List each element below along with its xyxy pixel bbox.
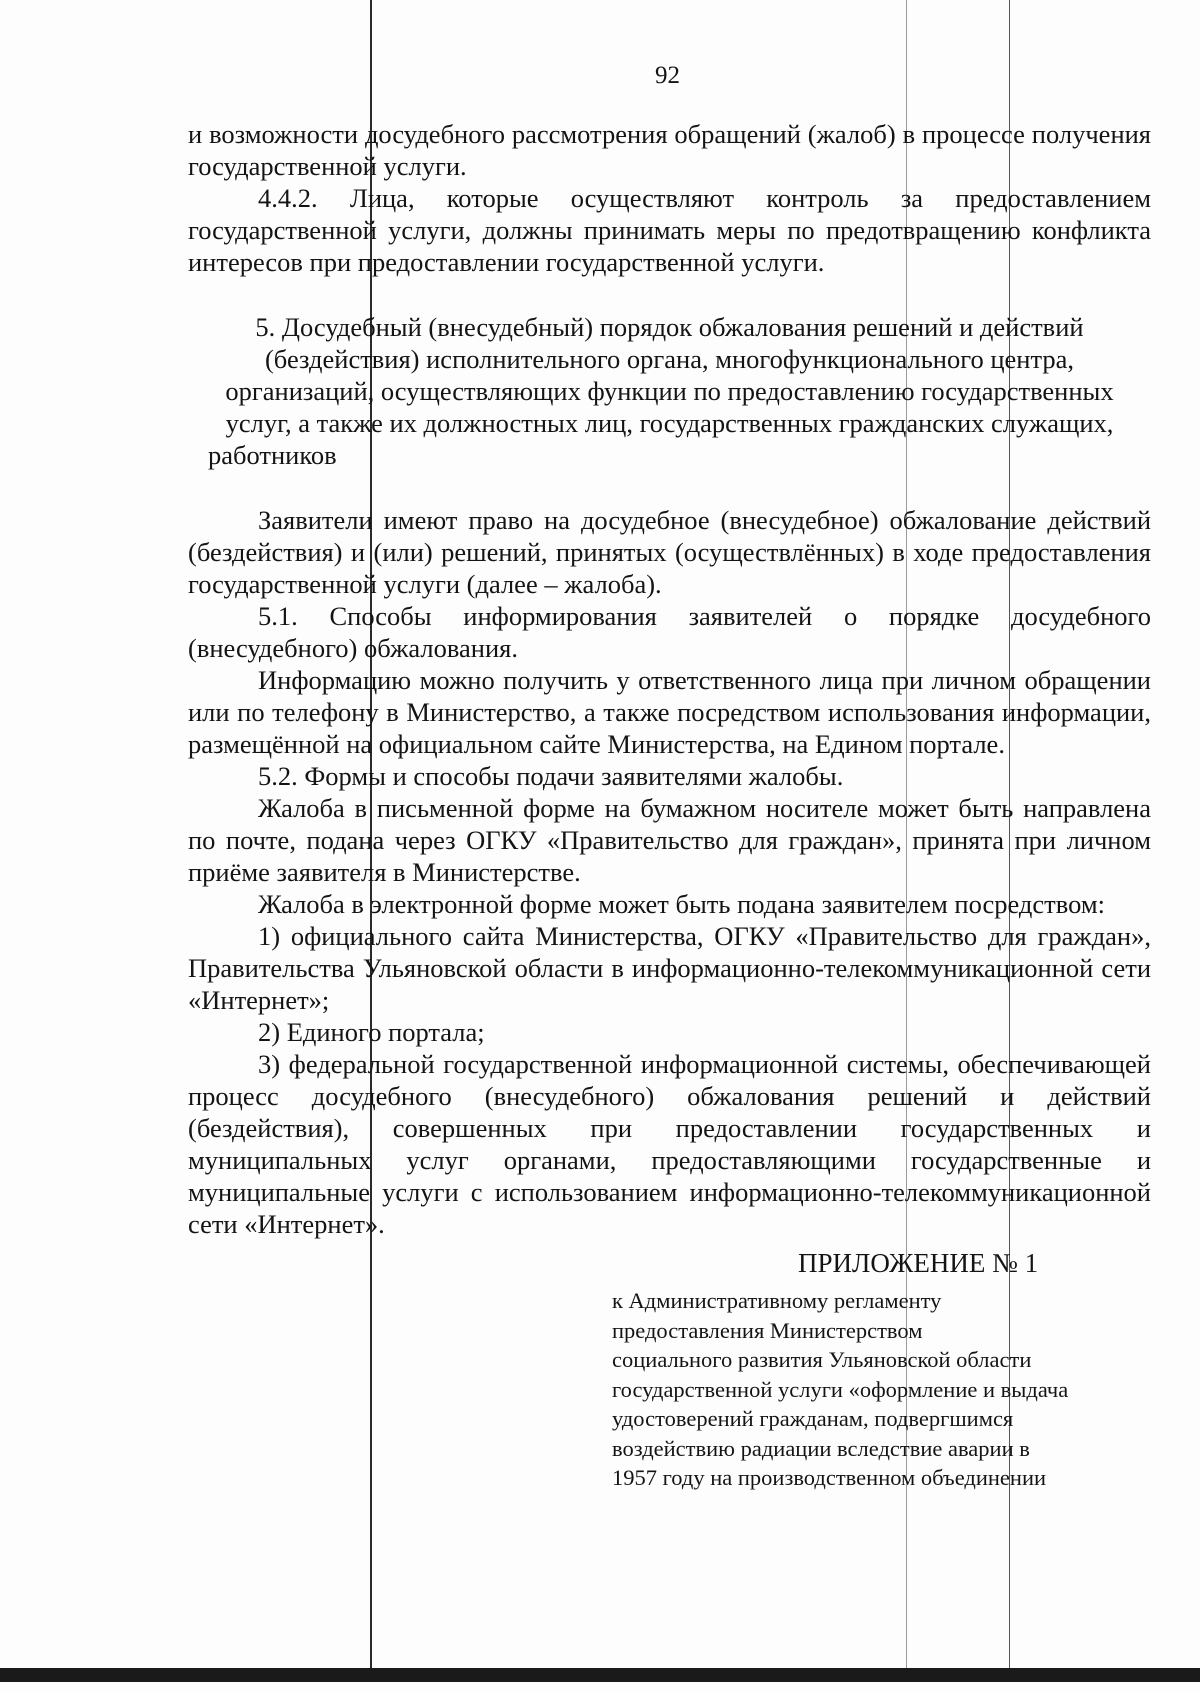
paragraph: 5.1. Способы информирования заявителей о порядке досудебного (внесудебного) обжалования.: [188, 601, 1151, 663]
appendix-line: к Административному регламенту: [612, 1288, 942, 1313]
list-item: 1) официального сайта Министерства, ОГКУ «Правительство для граждан», Правительства Ульяновской области в информационно-телекоммуникационной сети «Интернет»;: [188, 921, 1151, 1015]
paragraph: Информацию можно получить у ответственного лица при личном обращении или по телефону в Министерство, а также посредством использования информации, размещённой на официальном сайте Министерства, на Едином портале.: [188, 665, 1151, 759]
paragraph: 5.2. Формы и способы подачи заявителями жалобы.: [258, 761, 844, 791]
scan-artifact-bottom-bar: [0, 1668, 1200, 1682]
appendix-line: государственной услуги «оформление и выдача: [612, 1376, 1069, 1402]
appendix-heading: ПРИЛОЖЕНИЕ № 1: [798, 1248, 1039, 1278]
appendix-line: социального развития Ульяновской области: [612, 1347, 1032, 1372]
appendix-caption: [612, 1286, 1152, 1493]
document-body: [188, 118, 1151, 1493]
appendix-line: предоставления Министерством: [612, 1317, 923, 1343]
paragraph: 4.4.2. Лица, которые осуществляют контроль за предоставлением государственной услуги, должны принимать меры по предотвращению конфликта интересов при предоставлении государственной услуги.: [188, 183, 1151, 277]
appendix-line: воздействию радиации вследствие аварии в: [612, 1435, 1030, 1461]
paragraph: Жалоба в электронной форме может быть подана заявителем посредством:: [258, 889, 1105, 919]
list-item: 2) Единого портала;: [258, 1017, 485, 1047]
appendix-line: удостоверений гражданам, подвергшимся: [612, 1406, 1014, 1431]
list-item: 3) федеральной государственной информационной системы, обеспечивающей процесс досудебного (внесудебного) обжалования решений и действий (бездействия), совершенных при предоставлении государственных и муниципальных услуг органами, предоставляющими государственные и муниципальные услуги с использованием информационно-телекоммуникационной сети «Интернет».: [188, 1049, 1151, 1239]
paragraph: и возможности досудебного рассмотрения обращений (жалоб) в процессе получения государственной услуги.: [188, 119, 1151, 181]
paragraph: Заявители имеют право на досудебное (внесудебное) обжалование действий (бездействия) и (или) решений, принятых (осуществлённых) в ходе предоставления государственной услуги (далее – жалоба).: [188, 505, 1151, 599]
page-number: 92: [655, 62, 680, 89]
section-title: 5. Досудебный (внесудебный) порядок обжалования решений и действий (бездействия) исполнительного органа, многофункционального центра, организаций, осуществляющих функции по предоставлению государственных услуг, а также их должностных лиц, государственных гражданских служащих, работников: [208, 312, 1114, 470]
paragraph: Жалоба в письменной форме на бумажном носителе может быть направлена по почте, подана через ОГКУ «Правительство для граждан», принята при личном приёме заявителя в Министерстве.: [188, 793, 1151, 887]
appendix-line: 1957 году на производственном объединении: [612, 1465, 1047, 1490]
